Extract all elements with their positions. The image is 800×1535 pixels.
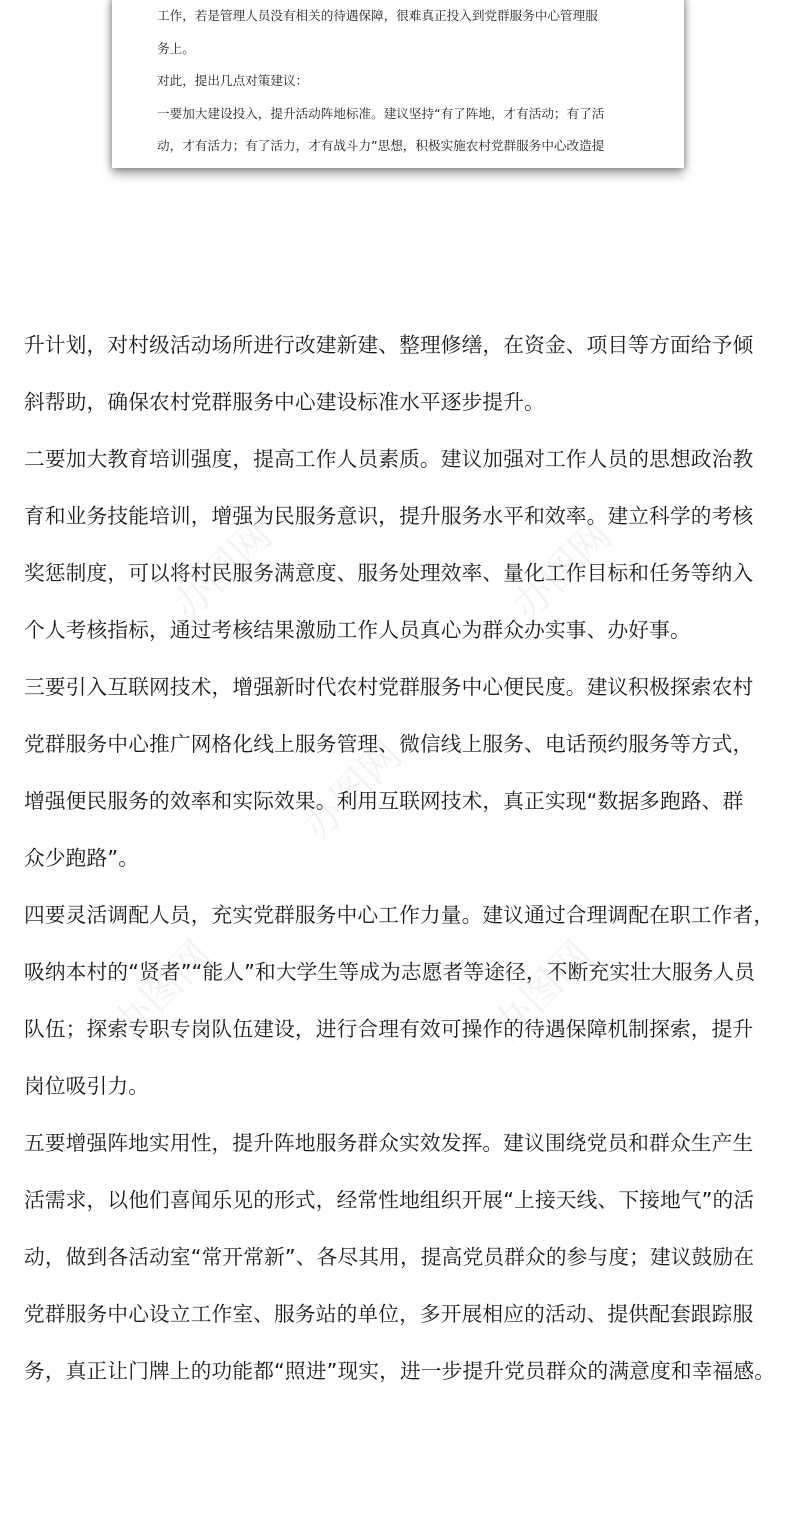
preview-line: 务上。	[157, 40, 195, 56]
watermark: 办图网	[483, 932, 602, 1050]
body-line: 二要加大教育培训强度，提高工作人员素质。建议加强对工作人员的思想政治教	[24, 447, 754, 471]
body-line: 升计划，对村级活动场所进行改建新建、整理修缮，在资金、项目等方面给予倾	[24, 333, 754, 357]
watermark: 办图网	[293, 732, 412, 850]
watermark: 办图网	[503, 512, 622, 630]
body-line: 岗位吸引力。	[24, 1074, 150, 1098]
body-line: 三要引入互联网技术，增强新时代农村党群服务中心便民度。建议积极探索农村	[24, 675, 754, 699]
body-line: 吸纳本村的“贤者”“能人”和大学生等成为志愿者等途径，不断充实壮大服务人员	[24, 960, 756, 984]
body-line: 党群服务中心设立工作室、服务站的单位，多开展相应的活动、提供配套跟踪服	[24, 1302, 754, 1326]
body-line: 五要增强阵地实用性，提升阵地服务群众实效发挥。建议围绕党员和群众生产生	[24, 1131, 754, 1155]
document-preview-card	[112, 0, 684, 168]
body-line: 务，真正让门牌上的功能都“照进”现实，进一步提升党员群众的满意度和幸福感。	[24, 1359, 776, 1383]
body-line: 众少跑路”。	[24, 846, 140, 870]
body-line: 奖惩制度，可以将村民服务满意度、服务处理效率、量化工作目标和任务等纳入	[24, 561, 754, 585]
body-line: 斜帮助，确保农村党群服务中心建设标准水平逐步提升。	[24, 390, 545, 414]
watermark: 办图网	[163, 512, 282, 630]
body-line: 增强便民服务的效率和实际效果。利用互联网技术，真正实现“数据多跑路、群	[24, 789, 744, 813]
body-line: 活需求，以他们喜闻乐见的形式，经常性地组织开展“上接天线、下接地气”的活	[24, 1188, 755, 1212]
body-line: 育和业务技能培训，增强为民服务意识，提升服务水平和效率。建立科学的考核	[24, 504, 754, 528]
preview-line: 动，才有活力；有了活力，才有战斗力”思想，积极实施农村党群服务中心改造提	[157, 138, 605, 154]
preview-line: 对此，提出几点对策建议：	[157, 73, 309, 89]
watermark: 办图网	[103, 932, 222, 1050]
preview-text-block	[157, 0, 657, 163]
body-line: 四要灵活调配人员，充实党群服务中心工作力量。建议通过合理调配在职工作者，	[24, 903, 775, 927]
document-body	[24, 317, 784, 1400]
body-line: 队伍；探索专职专岗队伍建设，进行合理有效可操作的待遇保障机制探索，提升	[24, 1017, 754, 1041]
body-line: 动，做到各活动室“常开常新”、各尽其用，提高党员群众的参与度；建议鼓励在	[24, 1245, 755, 1269]
preview-line: 工作，若是管理人员没有相关的待遇保障，很难真正投入到党群服务中心管理服	[157, 8, 598, 23]
body-line: 党群服务中心推广网格化线上服务管理、微信线上服务、电话预约服务等方式，	[24, 732, 754, 756]
body-line: 个人考核指标，通过考核结果激励工作人员真心为群众办实事、办好事。	[24, 618, 691, 642]
preview-line: 一要加大建设投入，提升活动阵地标准。建议坚持“有了阵地，才有活动；有了活	[157, 105, 605, 121]
